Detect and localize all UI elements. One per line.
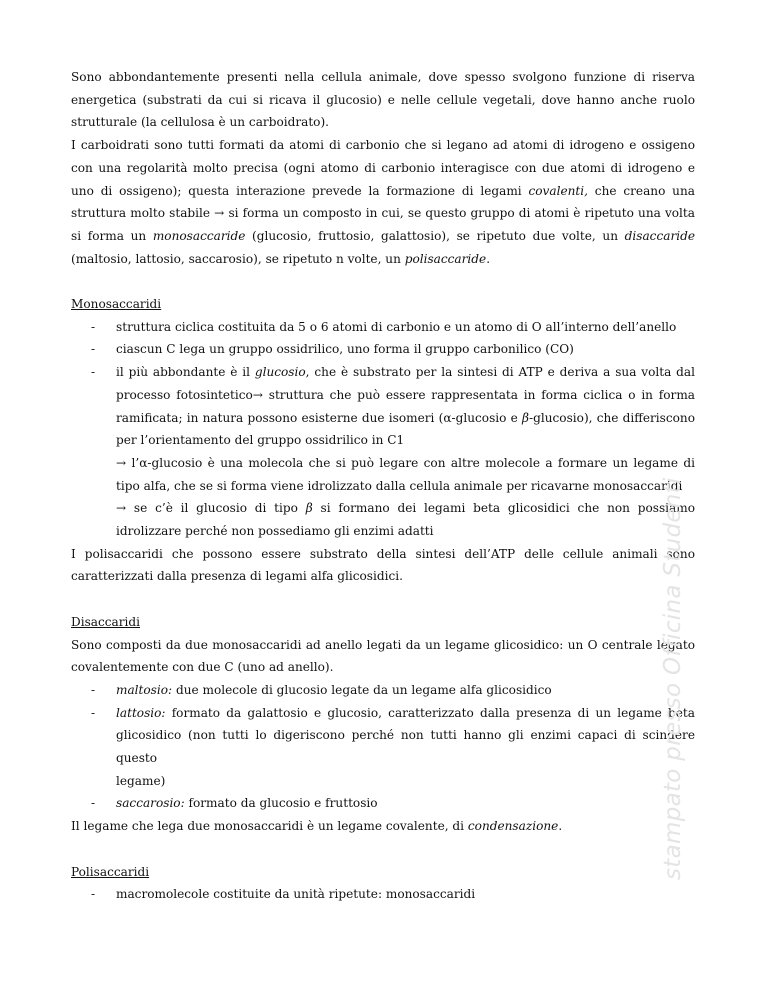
dash-bullet: - — [91, 365, 96, 380]
list-item: - il più abbondante è il glucosio, che è substrato per la sintesi di ATP e deriva a sua volta dal processo fotosintetico→ struttura che può essere rappresentata in forma ciclica o in forma ramificata; in natura possono esisterne due isomeri (α-glucosio e β-glucosio), che differiscono per l’orientamento del gruppo ossidrilico in C1 — [71, 361, 695, 452]
dash-bullet: - — [91, 887, 96, 902]
dash-bullet: - — [91, 796, 96, 811]
monosaccaridi-closing-paragraph: I polisaccaridi che possono essere substrato della sintesi dell’ATP delle cellule animali sono caratterizzati dalla presenza di legami alfa glicosidici. — [71, 546, 695, 584]
list-item: - struttura ciclica costituita da 5 o 6 atomi di carbonio e un atomo di O all’interno dell’anello — [71, 316, 695, 339]
intro-paragraph-1: Sono abbondantemente presenti nella cellula animale, dove spesso svolgono funzione di riserva energetica (substrati da cui si ricava il glucosio) e nelle cellule vegetali, dove hanno anche ruolo strutturale (la cellulosa è un carboidrato). — [71, 70, 695, 130]
intro-paragraph-2: I carboidrati sono tutti formati da atomi di carbonio che si legano ad atomi di idrogeno e ossigeno con una regolarità molto precisa (ogni atomo di carbonio interagisce con due atomi di idrogeno e uno di ossigeno); questa interazione prevede la formazione di legami covalenti, che creano una struttura molto stabile → si forma un composto in cui, se questo gruppo di atomi è ripetuto una volta si forma un monosaccaride (glucosio, fruttosio, galattosio), se ripetuto due volte, un disaccaride (maltosio, lattosio, saccarosio), se ripetuto n volte, un polisaccaride. — [71, 138, 695, 266]
document-page — [71, 66, 695, 906]
disaccaridi-intro-paragraph: Sono composti da due monosaccaridi ad anello legati da un legame glicosidico: un O centrale legato covalentemente con due C (uno ad anello). — [71, 637, 695, 675]
dash-bullet: - — [91, 705, 96, 720]
dash-bullet: - — [91, 319, 96, 334]
list-item: - saccarosio: formato da glucosio e fruttosio — [71, 792, 695, 815]
list-item: - ciascun C lega un gruppo ossidrilico, uno forma il gruppo carbonilico (CO) — [71, 338, 695, 361]
watermark: stampato presso Officina Studenti — [660, 477, 686, 880]
list-item: - maltosio: due molecole di glucosio legate da un legame alfa glicosidico — [71, 679, 695, 702]
list-item-continuation: → l’α-glucosio è una molecola che si può legare con altre molecole a formare un legame di tipo alfa, che se si forma viene idrolizzato dalla cellula animale per ricavarne monosaccaridi — [116, 455, 696, 493]
list-item: - lattosio: formato da galattosio e glucosio, caratterizzato dalla presenza di un legame beta glicosidico (non tutti lo digeriscono perché non tutti hanno gli enzimi capaci di scindere questo legame) — [71, 702, 695, 793]
list-item-continuation: → se c’è il glucosio di tipo β si formano dei legami beta glicosidici che non possiamo idrolizzare perché non possediamo gli enzimi adatti — [116, 501, 695, 539]
list-item: - macromolecole costituite da unità ripetute: monosaccaridi — [71, 883, 695, 906]
monosaccaridi-heading: Monosaccaridi — [71, 297, 162, 312]
polisaccaridi-heading: Polisaccaridi — [71, 864, 150, 879]
dash-bullet: - — [91, 342, 96, 357]
disaccaridi-closing-paragraph: Il legame che lega due monosaccaridi è un legame covalente, di condensazione. — [71, 819, 563, 834]
dash-bullet: - — [91, 682, 96, 697]
disaccaridi-heading: Disaccaridi — [71, 614, 140, 629]
